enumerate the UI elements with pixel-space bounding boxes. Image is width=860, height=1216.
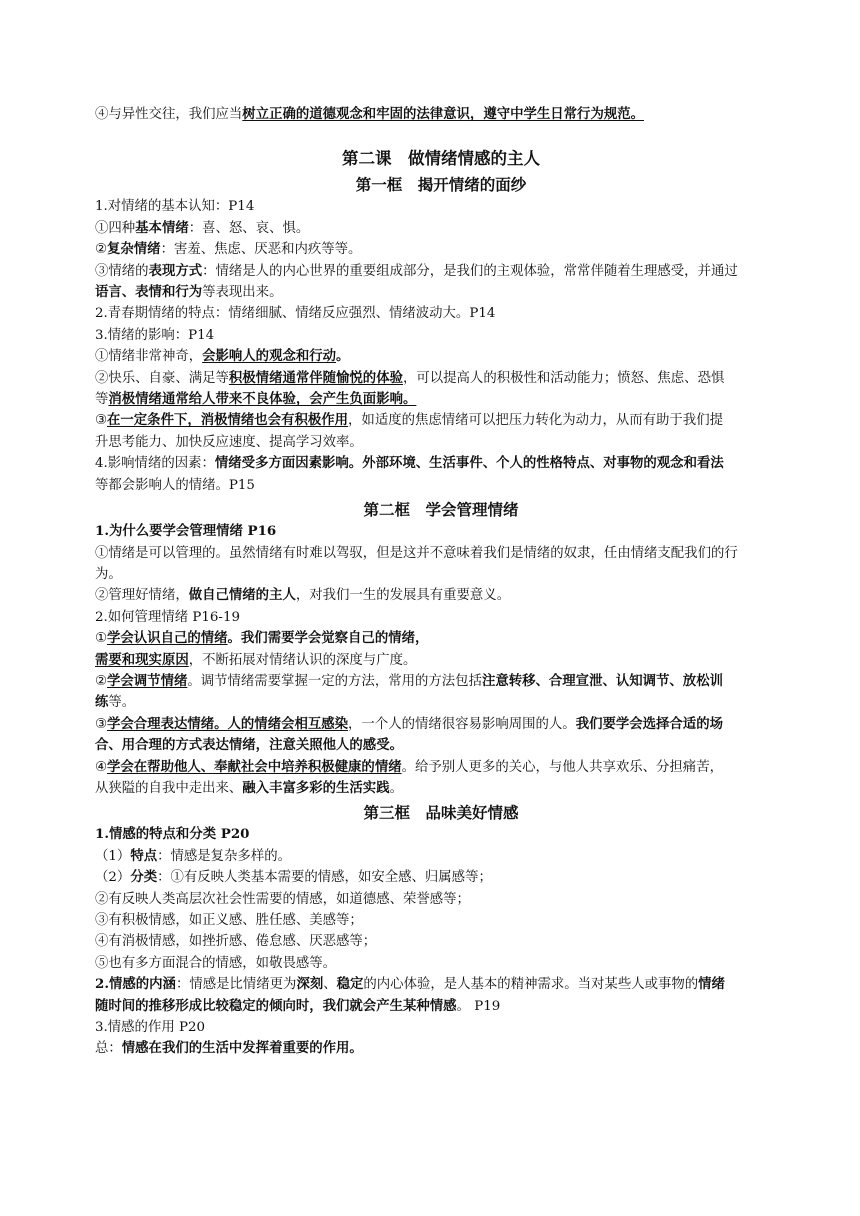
frame3-line-9: 随时间的推移形成比较稳定的倾向时，我们就会产生某种情感。 P19 <box>95 997 501 1014</box>
document-page <box>95 104 787 1060</box>
frame3-line-4: ②有反映人类高层次社会性需要的情感，如道德感、荣誉感等； <box>95 891 470 907</box>
frame2-line-3: 为。 <box>95 566 122 582</box>
frame1-line-1: 1.对情绪的基本认知：P14 <box>95 199 255 215</box>
frame3-line-11: 总：情感在我们的生活中发挥着重要的作用。 <box>95 1040 363 1057</box>
frame3-title: 第三框 品味美好情感 <box>363 803 519 823</box>
frame1-line-4: ③情绪的表现方式：情绪是人的内心世界的重要组成部分，是我们的主观体验，常常伴随着生理感受，并通过 <box>95 262 738 279</box>
emphasis: 树立正确的道德观念和牢固的法律意识，遵守中学生日常行为规范。 <box>242 106 645 122</box>
frame2-line-6: ①学会认识自己的情绪。我们需要学会觉察自己的情绪， <box>95 630 429 647</box>
text: ④与异性交往，我们应当 <box>95 107 243 122</box>
frame1-line-6: 2.青春期情绪的特点：情绪细腻、情绪反应强烈、情绪波动大。P14 <box>95 306 496 322</box>
frame1-line-13: 4.影响情绪的因素：情绪受多方面因素影响。外部环境、生活事件、个人的性格特点、对事物的观念和看法 <box>95 455 724 472</box>
frame3-line-1: 1.情感的特点和分类 P20 <box>95 826 250 843</box>
intro-line <box>95 104 787 125</box>
frame1-line-8: ①情绪非常神奇，会影响人的观念和行动。 <box>95 348 350 365</box>
frame3-line-10: 3.情感的作用 P20 <box>95 1020 206 1036</box>
frame1-line-2: ①四种基本情绪：喜、怒、哀、惧。 <box>95 219 310 236</box>
frame1-title: 第一框 揭开情绪的面纱 <box>355 175 527 195</box>
frame1-line-9: ②快乐、自豪、满足等积极情绪通常伴随愉悦的体验，可以提高人的积极性和活动能力；愤怒、焦虑、恐惧 <box>95 369 725 386</box>
frame1-line-5: 语言、表情和行为等表现出来。 <box>95 284 283 301</box>
frame2-line-1: 1.为什么要学会管理情绪 P16 <box>95 523 277 540</box>
frame1-line-7: 3.情绪的影响：P14 <box>95 327 215 343</box>
frame2-line-11: 合、用合理的方式表达情绪，注意关照他人的感受。 <box>95 737 403 754</box>
frame2-title: 第二框 学会管理情绪 <box>363 500 519 520</box>
frame3-line-7: ⑤也有多方面混合的情感，如敬畏感等。 <box>95 955 337 971</box>
frame1-line-11: ③在一定条件下，消极情绪也会有积极作用，如适度的焦虑情绪可以把压力转化为动力，从而有助于我们提 <box>95 412 723 429</box>
frame3-line-2: （1）特点：情感是复杂多样的。 <box>95 847 291 864</box>
lesson-title: 第二课 做情绪情感的主人 <box>342 149 540 169</box>
frame2-line-9: 练等。 <box>95 694 136 711</box>
frame3-line-5: ③有积极情感，如正义感、胜任感、美感等； <box>95 913 363 928</box>
frame1-line-10: 等消极情绪通常给人带来不良体验，会产生负面影响。 <box>95 391 417 408</box>
frame2-line-12: ④学会在帮助他人、奉献社会中培养积极健康的情绪。给予别人更多的关心，与他人共享欢乐、分担痛苦， <box>95 758 723 775</box>
frame1-line-14: 等都会影响人的情绪。P15 <box>95 477 255 493</box>
frame3-line-6: ④有消极情感，如挫折感、倦怠感、厌恶感等； <box>95 934 377 950</box>
frame2-line-8: ②学会调节情绪。调节情绪需要掌握一定的方法，常用的方法包括注意转移、合理宣泄、认知调节、放松训 <box>95 672 723 689</box>
frame3-line-8: 2.情感的内涵：情感是比情绪更为深刻、稳定的内心体验，是人基本的精神需求。当对某些人或事物的情绪 <box>95 976 725 993</box>
frame1-line-3: ②复杂情绪：害羞、焦虑、厌恶和内疚等等。 <box>95 241 362 258</box>
frame2-line-13: 从狭隘的自我中走出来、融入丰富多彩的生活实践。 <box>95 779 403 796</box>
frame3-line-3: （2）分类：①有反映人类基本需要的情感，如安全感、归属感等； <box>95 869 492 886</box>
frame2-line-2: ①情绪是可以管理的。虽然情绪有时难以驾驭，但是这并不意味着我们是情绪的奴隶，任由情绪支配我们的行 <box>95 545 738 561</box>
frame1-line-12: 升思考能力、加快反应速度、提高学习效率。 <box>95 434 363 450</box>
frame2-line-7: 需要和现实原因，不断拓展对情绪认识的深度与广度。 <box>95 651 417 668</box>
frame2-line-10: ③学会合理表达情绪。人的情绪会相互感染，一个人的情绪很容易影响周围的人。我们要学会选择合适的场 <box>95 715 723 732</box>
frame2-line-4: ②管理好情绪，做自己情绪的主人，对我们一生的发展具有重要意义。 <box>95 587 511 604</box>
frame2-line-5: 2.如何管理情绪 P16-19 <box>95 609 240 625</box>
